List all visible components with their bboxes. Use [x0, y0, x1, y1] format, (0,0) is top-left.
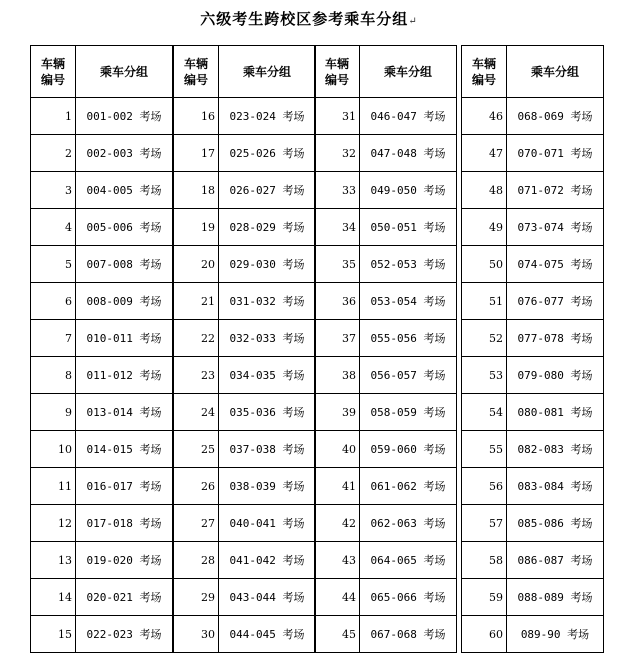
table-row — [315, 542, 457, 579]
table-row — [174, 394, 316, 431]
vehicle-number-cell: 11 — [31, 468, 76, 505]
table-row — [315, 394, 457, 431]
table-row — [315, 616, 457, 653]
table-row — [31, 468, 173, 505]
vehicle-number-cell: 46 — [462, 98, 507, 135]
group-cell: 080-081 考场 — [507, 394, 604, 431]
group-cell: 025-026 考场 — [219, 135, 316, 172]
table-row — [315, 468, 457, 505]
table-row — [31, 283, 173, 320]
group-cell: 067-068 考场 — [360, 616, 457, 653]
group-cell: 004-005 考场 — [76, 172, 173, 209]
table-row — [31, 431, 173, 468]
vehicle-number-header — [31, 46, 76, 98]
table-row — [174, 468, 316, 505]
group-cell: 013-014 考场 — [76, 394, 173, 431]
table-row — [462, 172, 604, 209]
group-cell: 050-051 考场 — [360, 209, 457, 246]
group-table-4 — [461, 45, 604, 653]
group-cell: 088-089 考场 — [507, 579, 604, 616]
table-row — [462, 283, 604, 320]
vehicle-number-cell: 43 — [315, 542, 360, 579]
group-cell: 010-011 考场 — [76, 320, 173, 357]
table-row — [315, 246, 457, 283]
table-row — [462, 320, 604, 357]
group-cell: 077-078 考场 — [507, 320, 604, 357]
group-cell: 068-069 考场 — [507, 98, 604, 135]
vehicle-number-cell: 59 — [462, 579, 507, 616]
group-cell: 040-041 考场 — [219, 505, 316, 542]
group-cell: 076-077 考场 — [507, 283, 604, 320]
table-row — [462, 209, 604, 246]
table-row — [462, 98, 604, 135]
vehicle-number-cell: 58 — [462, 542, 507, 579]
vehicle-header-line2: 编号 — [40, 72, 65, 87]
table-row — [315, 135, 457, 172]
vehicle-number-cell: 29 — [174, 579, 219, 616]
table-header-row — [174, 46, 316, 98]
table-row — [462, 431, 604, 468]
group-cell: 059-060 考场 — [360, 431, 457, 468]
table-row — [174, 98, 316, 135]
group-cell: 007-008 考场 — [76, 246, 173, 283]
group-cell: 022-023 考场 — [76, 616, 173, 653]
vehicle-number-cell: 42 — [315, 505, 360, 542]
vehicle-number-cell: 22 — [174, 320, 219, 357]
table-row — [315, 209, 457, 246]
table-row — [174, 320, 316, 357]
table-row — [315, 320, 457, 357]
vehicle-number-header — [315, 46, 360, 98]
vehicle-header-line1: 车辆 — [324, 56, 349, 71]
group-cell: 019-020 考场 — [76, 542, 173, 579]
vehicle-number-cell: 31 — [315, 98, 360, 135]
table-row — [31, 209, 173, 246]
vehicle-number-cell: 37 — [315, 320, 360, 357]
group-cell: 041-042 考场 — [219, 542, 316, 579]
vehicle-number-cell: 39 — [315, 394, 360, 431]
group-cell: 034-035 考场 — [219, 357, 316, 394]
group-cell: 086-087 考场 — [507, 542, 604, 579]
table-row — [174, 283, 316, 320]
group-cell: 085-086 考场 — [507, 505, 604, 542]
vehicle-number-cell: 32 — [315, 135, 360, 172]
vehicle-number-cell: 21 — [174, 283, 219, 320]
group-cell: 035-036 考场 — [219, 394, 316, 431]
table-row — [31, 505, 173, 542]
group-cell: 071-072 考场 — [507, 172, 604, 209]
table-row — [315, 431, 457, 468]
table-row — [31, 542, 173, 579]
group-table-2 — [173, 45, 316, 653]
bus-group-tables — [30, 45, 610, 641]
group-cell: 028-029 考场 — [219, 209, 316, 246]
group-cell: 064-065 考场 — [360, 542, 457, 579]
table-header-row — [31, 46, 173, 98]
group-header: 乘车分组 — [219, 46, 316, 98]
table-row — [31, 246, 173, 283]
vehicle-number-cell: 51 — [462, 283, 507, 320]
group-cell: 017-018 考场 — [76, 505, 173, 542]
table-row — [31, 172, 173, 209]
group-cell: 037-038 考场 — [219, 431, 316, 468]
vehicle-header-line1: 车辆 — [471, 56, 496, 71]
table-row — [31, 616, 173, 653]
vehicle-number-cell: 35 — [315, 246, 360, 283]
table-row — [462, 616, 604, 653]
group-cell: 001-002 考场 — [76, 98, 173, 135]
vehicle-number-cell: 26 — [174, 468, 219, 505]
table-row — [174, 135, 316, 172]
group-cell: 026-027 考场 — [219, 172, 316, 209]
group-cell: 058-059 考场 — [360, 394, 457, 431]
vehicle-number-cell: 27 — [174, 505, 219, 542]
vehicle-number-cell: 24 — [174, 394, 219, 431]
table-row — [462, 542, 604, 579]
vehicle-header-line1: 车辆 — [40, 56, 65, 71]
table-row — [462, 135, 604, 172]
vehicle-number-cell: 1 — [31, 98, 76, 135]
vehicle-number-cell: 19 — [174, 209, 219, 246]
vehicle-number-cell: 14 — [31, 579, 76, 616]
table-row — [315, 579, 457, 616]
table-row — [462, 579, 604, 616]
table-row — [462, 357, 604, 394]
table-row — [31, 320, 173, 357]
vehicle-number-cell: 18 — [174, 172, 219, 209]
vehicle-number-cell: 50 — [462, 246, 507, 283]
group-cell: 053-054 考场 — [360, 283, 457, 320]
vehicle-number-cell: 10 — [31, 431, 76, 468]
vehicle-number-cell: 56 — [462, 468, 507, 505]
group-cell: 032-033 考场 — [219, 320, 316, 357]
vehicle-number-cell: 2 — [31, 135, 76, 172]
vehicle-number-cell: 20 — [174, 246, 219, 283]
group-cell: 023-024 考场 — [219, 98, 316, 135]
group-cell: 047-048 考场 — [360, 135, 457, 172]
table-row — [315, 505, 457, 542]
vehicle-number-cell: 44 — [315, 579, 360, 616]
table-row — [31, 98, 173, 135]
group-header: 乘车分组 — [507, 46, 604, 98]
group-cell: 031-032 考场 — [219, 283, 316, 320]
vehicle-number-cell: 7 — [31, 320, 76, 357]
group-cell: 073-074 考场 — [507, 209, 604, 246]
table-row — [462, 246, 604, 283]
vehicle-number-header — [462, 46, 507, 98]
group-cell: 002-003 考场 — [76, 135, 173, 172]
table-row — [174, 431, 316, 468]
vehicle-number-cell: 4 — [31, 209, 76, 246]
group-cell: 082-083 考场 — [507, 431, 604, 468]
vehicle-number-cell: 33 — [315, 172, 360, 209]
table-row — [31, 135, 173, 172]
group-table-3 — [314, 45, 457, 653]
vehicle-number-cell: 53 — [462, 357, 507, 394]
table-row — [31, 579, 173, 616]
vehicle-number-cell: 38 — [315, 357, 360, 394]
table-row — [174, 172, 316, 209]
table-row — [174, 542, 316, 579]
group-cell: 008-009 考场 — [76, 283, 173, 320]
table-row — [174, 209, 316, 246]
group-cell: 079-080 考场 — [507, 357, 604, 394]
group-cell: 052-053 考场 — [360, 246, 457, 283]
table-row — [462, 394, 604, 431]
group-cell: 062-063 考场 — [360, 505, 457, 542]
table-header-row — [315, 46, 457, 98]
group-cell: 046-047 考场 — [360, 98, 457, 135]
table-row — [31, 394, 173, 431]
group-cell: 089-90 考场 — [507, 616, 604, 653]
table-row — [174, 505, 316, 542]
group-cell: 083-084 考场 — [507, 468, 604, 505]
vehicle-number-cell: 54 — [462, 394, 507, 431]
group-cell: 074-075 考场 — [507, 246, 604, 283]
vehicle-number-cell: 40 — [315, 431, 360, 468]
vehicle-number-cell: 47 — [462, 135, 507, 172]
vehicle-number-cell: 17 — [174, 135, 219, 172]
vehicle-number-cell: 13 — [31, 542, 76, 579]
table-row — [174, 616, 316, 653]
vehicle-number-cell: 25 — [174, 431, 219, 468]
vehicle-header-line2: 编号 — [183, 72, 208, 87]
title-text: 六级考生跨校区参考乘车分组 — [200, 10, 409, 28]
group-cell: 055-056 考场 — [360, 320, 457, 357]
group-header: 乘车分组 — [360, 46, 457, 98]
table-row — [31, 357, 173, 394]
group-cell: 056-057 考场 — [360, 357, 457, 394]
vehicle-number-cell: 5 — [31, 246, 76, 283]
vehicle-number-cell: 15 — [31, 616, 76, 653]
group-cell: 014-015 考场 — [76, 431, 173, 468]
group-cell: 049-050 考场 — [360, 172, 457, 209]
vehicle-number-cell: 34 — [315, 209, 360, 246]
vehicle-number-cell: 41 — [315, 468, 360, 505]
group-cell: 070-071 考场 — [507, 135, 604, 172]
group-cell: 005-006 考场 — [76, 209, 173, 246]
vehicle-number-cell: 28 — [174, 542, 219, 579]
group-cell: 061-062 考场 — [360, 468, 457, 505]
table-header-row — [462, 46, 604, 98]
group-cell: 065-066 考场 — [360, 579, 457, 616]
vehicle-number-cell: 12 — [31, 505, 76, 542]
group-table-1 — [30, 45, 173, 653]
table-row — [174, 579, 316, 616]
vehicle-number-cell: 30 — [174, 616, 219, 653]
group-header: 乘车分组 — [76, 46, 173, 98]
group-cell: 016-017 考场 — [76, 468, 173, 505]
group-cell: 020-021 考场 — [76, 579, 173, 616]
vehicle-number-cell: 8 — [31, 357, 76, 394]
vehicle-header-line1: 车辆 — [183, 56, 208, 71]
group-cell: 038-039 考场 — [219, 468, 316, 505]
vehicle-number-cell: 52 — [462, 320, 507, 357]
vehicle-number-cell: 49 — [462, 209, 507, 246]
table-row — [315, 172, 457, 209]
vehicle-number-cell: 3 — [31, 172, 76, 209]
group-cell: 029-030 考场 — [219, 246, 316, 283]
paragraph-mark: ↵ — [408, 16, 418, 27]
document-title — [0, 8, 618, 29]
vehicle-number-header — [174, 46, 219, 98]
table-row — [315, 357, 457, 394]
vehicle-number-cell: 60 — [462, 616, 507, 653]
table-row — [462, 468, 604, 505]
vehicle-number-cell: 55 — [462, 431, 507, 468]
table-row — [315, 283, 457, 320]
vehicle-number-cell: 45 — [315, 616, 360, 653]
vehicle-number-cell: 23 — [174, 357, 219, 394]
vehicle-number-cell: 9 — [31, 394, 76, 431]
vehicle-number-cell: 16 — [174, 98, 219, 135]
group-cell: 044-045 考场 — [219, 616, 316, 653]
vehicle-number-cell: 6 — [31, 283, 76, 320]
group-cell: 011-012 考场 — [76, 357, 173, 394]
group-cell: 043-044 考场 — [219, 579, 316, 616]
table-row — [462, 505, 604, 542]
table-row — [315, 98, 457, 135]
vehicle-header-line2: 编号 — [471, 72, 496, 87]
table-row — [174, 246, 316, 283]
vehicle-header-line2: 编号 — [324, 72, 349, 87]
vehicle-number-cell: 48 — [462, 172, 507, 209]
vehicle-number-cell: 36 — [315, 283, 360, 320]
vehicle-number-cell: 57 — [462, 505, 507, 542]
table-row — [174, 357, 316, 394]
